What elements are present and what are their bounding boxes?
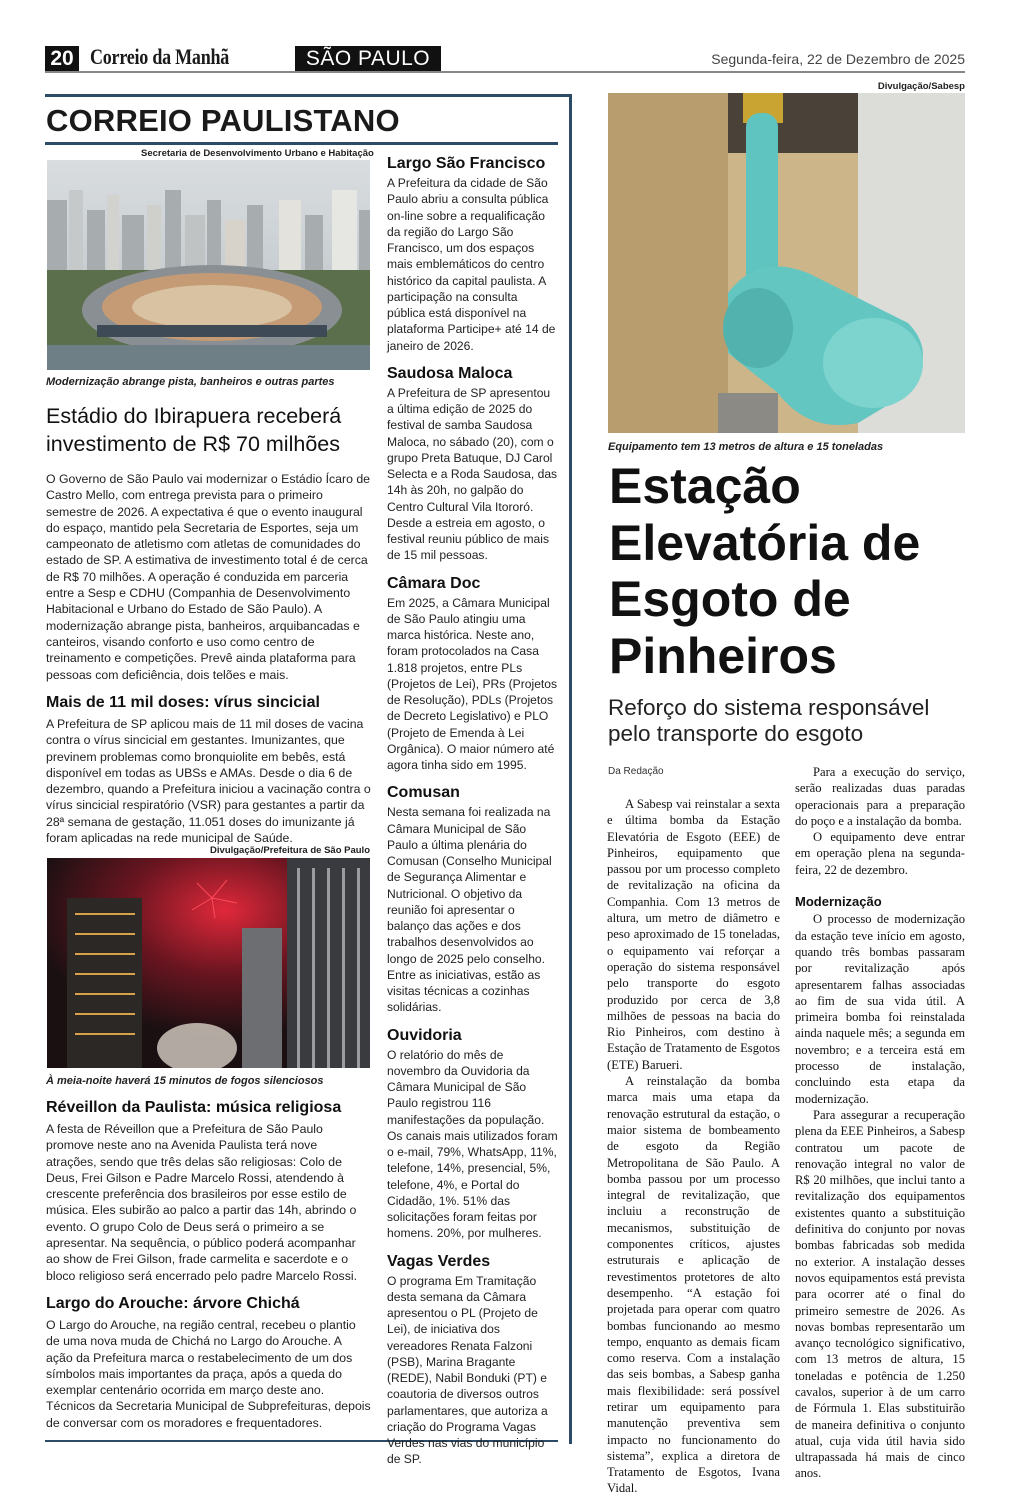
note-body: Em 2025, a Câmara Municipal de São Paulo atingiu uma marca histórica. Neste ano, foram protocolados na Casa 1.818 projetos, entre PLs (Projetos de Lei), PRs (Projetos de Resolução), PDLs (Projetos de Decreto Legislativo) e PLO (Projeto de Emenda à Lei Orgânica). O maior número até agora tinha sido em 1995. [387,595,558,772]
article-column-1 [607,796,780,1497]
feature-title: Estação Elevatória de Esgoto de Pinheiros [609,458,921,684]
note-body: O relatório do mês de novembro da Ouvidoria da Câmara Municipal de São Paulo registrou 116 manifestações da população. Os canais mais utilizados foram o e-mail, 79%, WhatsApp, 11%, telefone, 14%, presencial, 5%, telefone, 4%, e Portal do Cidadão, 1%. 51% das solicitações foram feitas por homens. 20%, por mulheres. [387,1047,558,1241]
note-body: A Prefeitura da cidade de São Paulo abriu a consulta pública on-line sobre a requalificação da região do Largo São Francisco, um dos espaços mais emblemáticos do centro histórico da capital paulista. A participação na consulta pública está disponível na plataforma Participe+ até 14 de janeiro de 2026. [387,176,556,353]
lead-body: O Governo de São Paulo vai modernizar o Estádio Ícaro de Castro Mello, com entrega prevista para o primeiro semestre de 2026. A expectativa é que o evento inaugural do espaço, mantido pela Secretaria de Esportes, seja um campeonato de atletismo com atletas de comunidades do estado de SP. A estimativa de investimento total é de cerca de R$ 70 milhões. A operação é conduzida em parceria entre a Sesp e CDHU (Companhia de Desenvolvimento Habitacional e Urbano do Estado de São Paulo). A modernização abrange pista, banheiros, arquibancadas e canteiros, visando conforto e uso como centro de treinamento e competições. Prevê ainda plataforma para pessoas com deficiência, dois telões e mais. [46,472,371,682]
page-number: 20 [45,46,79,71]
reveillon-headline: Réveillon da Paulista: música religiosa [46,1099,342,1116]
article-paragraph: Para a execução do serviço, serão realizadas duas paradas operacionais para a preparação do poço e a instalação da bomba. [795,765,965,828]
note-title: Saudosa Maloca [387,364,513,382]
note-title: Vagas Verdes [387,1252,491,1270]
lead-headline: Estádio do Ibirapuera receberá investimento de R$ 70 milhões [46,404,342,456]
masthead-logo: Correio da Manhã [90,44,230,69]
note-title: Ouvidoria [387,1026,462,1044]
article-paragraph: O processo de modernização da estação teve início em agosto, quando três bombas passaram por revitalização após apresentarem falhas associadas ao fim de sua vida útil. A primeira bomba foi reinstalada ainda naquele mês; a segunda em novembro; e a terceira está em processo de instalação, concluindo esta etapa da modernização. [795,912,965,1106]
article-paragraph: A reinstalação da bomba marca mais uma etapa da renovação estrutural da estação, o maior sistema de bombeamento de esgoto da Região Metropolitana de São Paulo. A bomba passou por um processo integral de revitalização, que incluiu a reconstrução de mecanismos, substituição de componentes críticos, ajustes estruturais e aplicação de revestimentos protetores de alto desempenho. “A estação foi projetada para operar com quatro bombas funcionando ao mesmo tempo, enquanto as demais ficam como reserva. Com a instalação das seis bombas, a Sabesp ganha mais flexibilidade: será possível retirar um equipamento para manutenção preventiva sem impacto no funcionamento do sistema”, explica a diretora de Tratamento de Esgotos, Ivana Vidal. [607,1074,780,1496]
article-subhead: Modernização [795,894,882,910]
article-paragraph: O equipamento deve entrar em operação plena na segunda-feira, 22 de dezembro. [795,830,965,877]
column-frame-top [45,94,572,97]
pump-photo [608,93,965,433]
byline: Da Redação [608,766,664,777]
section-label: SÃO PAULO [295,46,441,71]
photo-caption: Equipamento tem 13 metros de altura e 15 toneladas [608,441,884,453]
note-body: A Prefeitura de SP apresentou a última edição de 2025 do festival de samba Saudosa Maloca, no sábado (20), com o grupo Preta Batuque, DJ Carol Selecta e a Roda Saudosa, das 14h às 20h, no galpão do Centro Cultural Vila Itororó. Desde a estreia em agosto, o festival reuniu público de mais de 15 mil pessoas. [387,385,558,563]
notes-column [387,155,559,1468]
note-title: Comusan [387,784,460,802]
column-frame-right [569,94,572,1444]
photo-caption: À meia-noite haverá 15 minutos de fogos silenciosos [46,1075,324,1087]
photo-caption: Modernização abrange pista, banheiros e outras partes [46,376,335,388]
article-paragraph: Para assegurar a recuperação plena da EEE Pinheiros, a Sabesp contratou um pacote de renovação integral no valor de R$ 20 milhões, que inclui tanto a revitalização dos equipamentos existentes quanto a substituição definitiva do conjunto por novas bombas fabricadas sob medida no exterior. A instalação desses novos equipamentos está prevista para ocorrer até o final do primeiro semestre de 2026. As novas bombas representarão um avanço tecnológico significativo, com 13 metros de altura, 15 toneladas e potência de 1.250 cavalos, superior à de um carro de Fórmula 1. Elas substituirão de maneira definitiva o conjunto atual, cuja vida útil havia sido ultrapassada há mais de cinco anos. [795,1107,965,1481]
note-body: O programa Em Tramitação desta semana da Câmara apresentou o PL (Projeto de Lei), de iniciativa dos vereadores Renata Falzoni (PSB), Marina Bragante (REDE), Nabil Bonduki (PT) e coautoria de diversos outros parlamentares, que autoriza a criação do Programa Vagas Verdes nas vias do município de SP. [387,1273,548,1467]
photo-credit: Secretaria de Desenvolvimento Urbano e Habitação [141,148,374,159]
photo-credit: Divulgação/Sabesp [877,81,965,92]
article-paragraph: A Sabesp vai reinstalar a sexta e última bomba da Estação Elevatória de Esgoto (EEE) de Pinheiros, equipamento que passou por um processo completo de revitalização na oficina da Companhia. Com 13 metros de altura, um metro de diâmetro e peso aproximado de 15 toneladas, o equipamento vai reforçar a operação do sistema responsável pelo transporte do esgoto produzido por cerca de 3,8 milhões de pessoas na bacia do Rio Pinheiros, com destino à Estação de Tratamento de Esgotos (ETE) Barueri. [607,797,780,1072]
header-divider [45,71,965,73]
arouche-body: O Largo do Arouche, na região central, recebeu o plantio de uma nova muda de Chichá no Largo do Arouche. A ação da Prefeitura marca o restabelecimento de um dos símbolos mais importantes da praça, após a queda do exemplar centenário ocorrida em março deste ano. Técnicos da Secretaria Municipal de Subprefeituras, depois de conversar com os moradores e frequentadores. [46,1318,371,1430]
stadium-photo [47,160,370,370]
photo-credit: Divulgação/Prefeitura de São Paulo [210,845,370,856]
note-body: Nesta semana foi realizada na Câmara Municipal de São Paulo a última plenária do Comusan (Conselho Municipal de Segurança Alimentar e Nutricional. O objetivo da reunião foi apresentar o balanço das ações e dos trabalhos desenvolvidos ao longo de 2025 pelo conselho. Entre as iniciativas, estão as visitas técnicas a cozinhas solidárias. [387,805,552,1015]
issue-date: Segunda-feira, 22 de Dezembro de 2025 [711,51,965,67]
vsr-headline: Mais de 11 mil doses: vírus sincicial [46,694,320,711]
arouche-headline: Largo do Arouche: árvore Chichá [46,1295,300,1312]
note-title: Câmara Doc [387,574,481,592]
reveillon-body: A festa de Réveillon que a Prefeitura de São Paulo promove neste ano na Avenida Paulista terá nove atrações, sendo que três delas são religiosas: Colo de Deus, Frei Gilson e Padre Marcelo Rossi, atendendo à crescente preferência dos brasileiros por esse estilo de música. Eles subirão ao palco a partir das 14h, abrindo o evento. O grupo Colo de Deus será o primeiro a se apresentar. Na sequência, o público poderá acompanhar ao show de Frei Gilson, frade carmelita e sacerdote e o bloco religioso será encerrado pelo padre Marcelo Rossi. [46,1122,358,1283]
fireworks-photo [47,858,370,1068]
article-column-2 [795,764,965,1482]
vsr-body: A Prefeitura de SP aplicou mais de 11 mil doses de vacina contra o vírus sincicial em gestantes. Imunizantes, que previnem problemas como bronquiolite em bebês, está disponível em todas as UBSs e AMAs. Desde o dia 6 de dezembro, quando a Prefeitura iniciou a vacinação contra o vírus sincicial respiratório (VSR) para gestantes a partir da 28ª semana de gestação, 11.051 doses do imunizante já foram aplicadas na rede municipal de Saúde. [46,717,371,846]
column-title: CORREIO PAULISTANO [46,103,400,138]
feature-subtitle: Reforço do sistema responsável pelo transporte do esgoto [608,695,930,746]
note-title: Largo São Francisco [387,155,546,172]
column-title-underline [45,142,558,145]
